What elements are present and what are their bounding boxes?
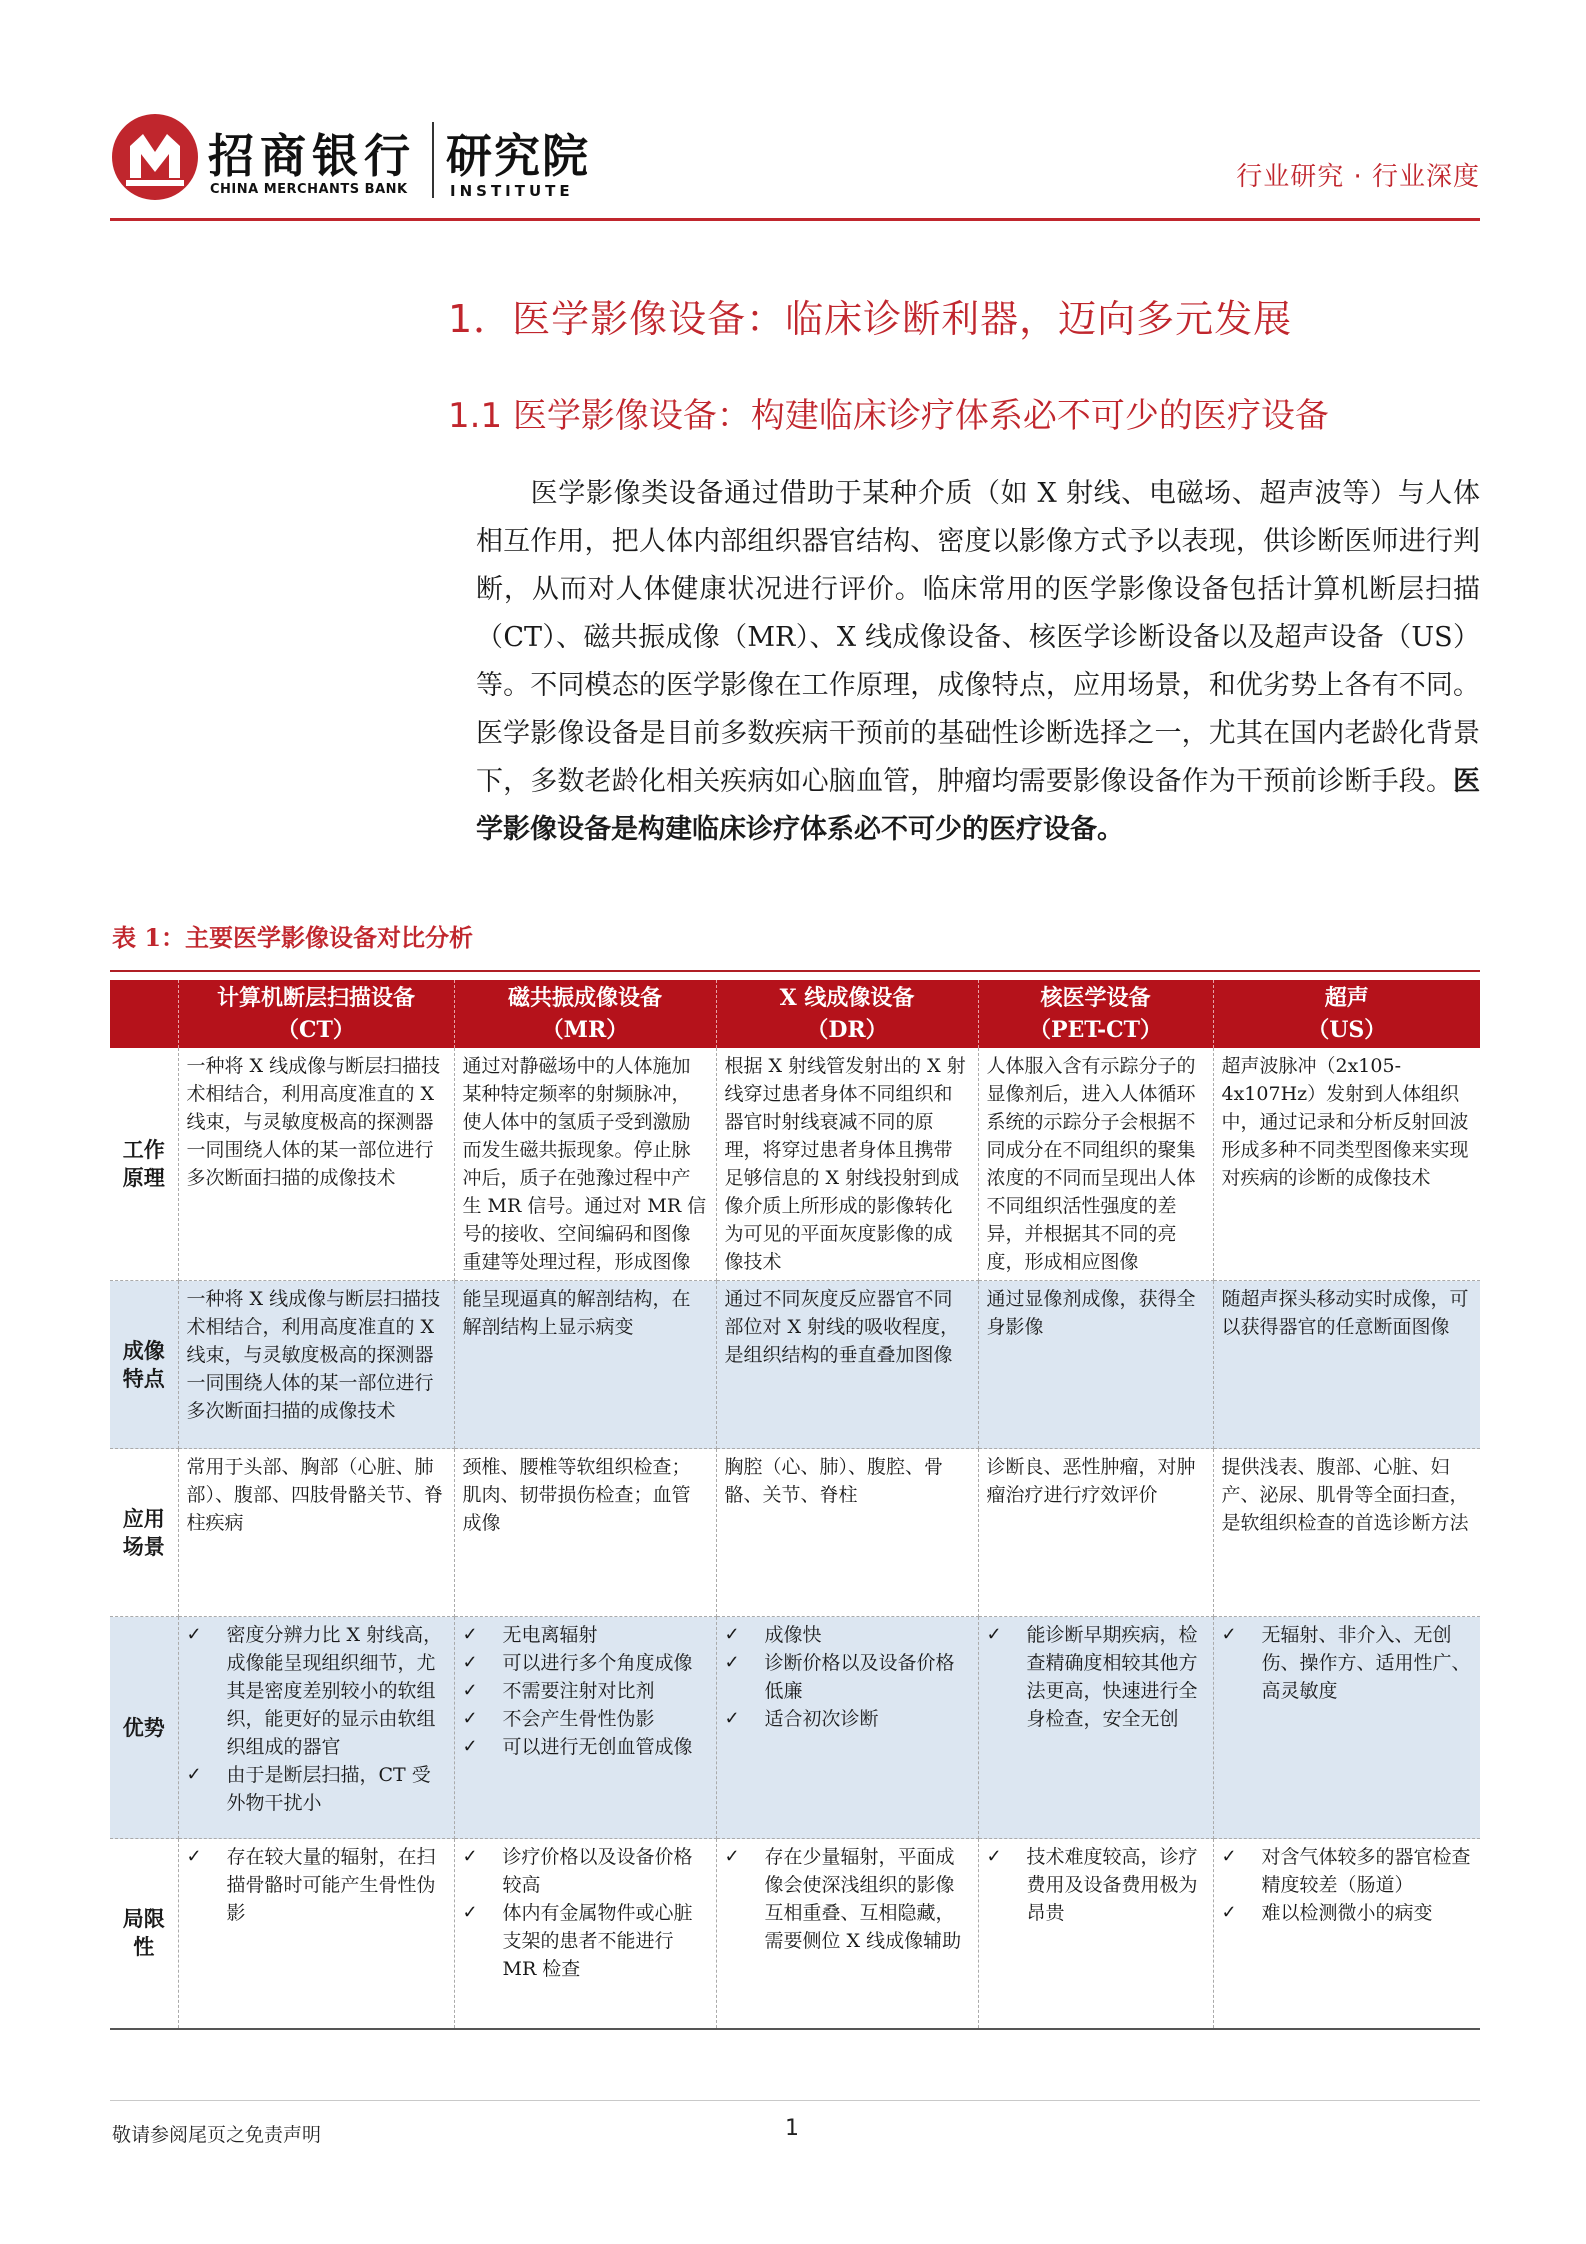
table-cell — [978, 1839, 1213, 2029]
list-item: ✓ 不会产生骨性伪影 — [463, 1705, 708, 1733]
table-row-scenarios — [110, 1449, 1480, 1617]
table-row-features — [110, 1281, 1480, 1449]
table-cell: 随超声探头移动实时成像，可以获得器官的任意断面图像 — [1213, 1281, 1480, 1449]
page-number: 1 — [785, 2116, 799, 2141]
table-cell — [178, 1839, 454, 2029]
brand-name-cn: 招商银行 — [208, 129, 416, 183]
table-cell — [716, 1617, 978, 1839]
col-header-pet-ct: 核医学设备 （PET-CT） — [978, 980, 1213, 1048]
table-row-principle — [110, 1048, 1480, 1281]
table-cell: 超声波脉冲（2x105-4x107Hz）发射到人体组织中，通过记录和分析反射回波形成多种不同类型图像来实现对疾病的诊断的成像技术 — [1213, 1048, 1480, 1281]
table-cell — [1213, 1617, 1480, 1839]
row-label: 工作原理 — [110, 1048, 178, 1281]
col-header-dr: X 线成像设备 （DR） — [716, 980, 978, 1048]
table-cell: 诊断良、恶性肿瘤，对肿瘤治疗进行疗效评价 — [978, 1449, 1213, 1617]
list-item: ✓ 诊断价格以及设备价格低廉 — [725, 1649, 970, 1705]
list-item: ✓ 成像快 — [725, 1621, 970, 1649]
list-item: ✓ 适合初次诊断 — [725, 1705, 970, 1733]
paragraph-text: 医学影像类设备通过借助于某种介质（如 X 射线、电磁场、超声波等）与人体相互作用，把人体内部组织器官结构、密度以影像方式予以表现，供诊断医师进行判断，从而对人体健康状况进行评价。临床常用的医学影像设备包括计算机断层扫描（CT）、磁共振成像（MR）、X 线成像设备、核医学诊断设备以及超声设备（US）等。不同模态的医学影像在工作原理，成像特点，应用场景，和优劣势上各有不同。医学影像设备是目前多数疾病干预前的基础性诊断选择之一，尤其在国内老龄化背景下，多数老龄化相关疾病如心脑血管，肿瘤均需要影像设备作为干预前诊断手段。 — [476, 478, 1480, 797]
row-label: 成像特点 — [110, 1281, 178, 1449]
list-item: ✓ 密度分辨力比 X 射线高，成像能呈现组织细节，尤其是密度差别较小的软组织，能更好的显示由软组织组成的器官 — [187, 1621, 446, 1761]
table-cell: 人体服入含有示踪分子的显像剂后，进入人体循环系统的示踪分子会根据不同成分在不同组织的聚集浓度的不同而呈现出人体不同组织活性强度的差异，并根据其不同的亮度，形成相应图像 — [978, 1048, 1213, 1281]
comparison-table — [110, 980, 1480, 2030]
table-cell: 能呈现逼真的解剖结构，在解剖结构上显示病变 — [454, 1281, 716, 1449]
institute-name-en: INSTITUTE — [450, 182, 574, 200]
brand-divider — [432, 122, 434, 198]
table-cell — [716, 1839, 978, 2029]
section-heading: 1．医学影像设备：临床诊断利器，迈向多元发展 — [448, 297, 1293, 341]
disclaimer-note: 敬请参阅尾页之免责声明 — [112, 2124, 322, 2146]
list-item: ✓ 由于是断层扫描，CT 受外物干扰小 — [187, 1761, 446, 1817]
list-item: ✓ 对含气体较多的器官检查精度较差（肠道） — [1222, 1843, 1473, 1899]
list-item: ✓ 存在少量辐射，平面成像会使深浅组织的影像互相重叠、互相隐藏，需要侧位 X 线成像辅助 — [725, 1843, 970, 1955]
row-label: 局限性 — [110, 1839, 178, 2029]
table-header-row — [110, 980, 1480, 1048]
table-cell — [454, 1617, 716, 1839]
institute-name-cn: 研究院 — [446, 129, 590, 183]
table-cell — [1213, 1839, 1480, 2029]
table-cell: 颈椎、腰椎等软组织检查；肌肉、韧带损伤检查；血管成像 — [454, 1449, 716, 1617]
list-item: ✓ 存在较大量的辐射，在扫描骨骼时可能产生骨性伪影 — [187, 1843, 446, 1927]
report-type-label: 行业研究 · 行业深度 — [1236, 162, 1480, 192]
table-cell: 根据 X 射线管发射出的 X 射线穿过患者身体不同组织和器官时射线衰减不同的原理，将穿过患者身体且携带足够信息的 X 射线投射到成像介质上所形成的影像转化为可见的平面灰度影像的成像技术 — [716, 1048, 978, 1281]
list-item: ✓ 无辐射、非介入、无创伤、操作方、适用性广、高灵敏度 — [1222, 1621, 1473, 1705]
list-item: ✓ 能诊断早期疾病，检查精确度相较其他方法更高，快速进行全身检查，安全无创 — [987, 1621, 1205, 1733]
table-cell — [178, 1617, 454, 1839]
paragraph-conclusion: 医学影像设备是构建临床诊疗体系必不可少的医疗设备。 — [476, 766, 1480, 845]
table-cell: 通过对静磁场中的人体施加某种特定频率的射频脉冲，使人体中的氢质子受到激励而发生磁共振现象。停止脉冲后，质子在弛豫过程中产生 MR 信号。通过对 MR 信号的接收、空间编码和图像重建等处理过程，形成图像 — [454, 1048, 716, 1281]
table-cell: 一种将 X 线成像与断层扫描技术相结合，利用高度准直的 X 线束，与灵敏度极高的探测器一同围绕人体的某一部位进行多次断面扫描的成像技术 — [178, 1281, 454, 1449]
list-item: ✓ 可以进行多个角度成像 — [463, 1649, 708, 1677]
table-top-rule — [110, 970, 1480, 972]
table-cell: 通过不同灰度反应器官不同部位对 X 射线的吸收程度，是组织结构的垂直叠加图像 — [716, 1281, 978, 1449]
table-cell: 一种将 X 线成像与断层扫描技术相结合，利用高度准直的 X 线束，与灵敏度极高的探测器一同围绕人体的某一部位进行多次断面扫描的成像技术 — [178, 1048, 454, 1281]
table-cell: 常用于头部、胸部（心脏、肺部）、腹部、四肢骨骼关节、脊柱疾病 — [178, 1449, 454, 1617]
cmb-logo-icon — [110, 112, 200, 202]
header-divider — [110, 218, 1480, 221]
row-label: 优势 — [110, 1617, 178, 1839]
list-item: ✓ 技术难度较高，诊疗费用及设备费用极为昂贵 — [987, 1843, 1205, 1927]
list-item: ✓ 不需要注射对比剂 — [463, 1677, 708, 1705]
col-header-us: 超声 （US） — [1213, 980, 1480, 1048]
table-cell: 胸腔（心、肺）、腹腔、骨骼、关节、脊柱 — [716, 1449, 978, 1617]
footer-divider — [110, 2100, 1480, 2101]
corner-cell — [110, 980, 178, 1048]
list-item: ✓ 诊疗价格以及设备价格较高 — [463, 1843, 708, 1899]
list-item: ✓ 可以进行无创血管成像 — [463, 1733, 708, 1761]
page-header — [110, 112, 1480, 212]
table-cell — [454, 1839, 716, 2029]
table-cell: 提供浅表、腹部、心脏、妇产、泌尿、肌骨等全面扫查，是软组织检查的首选诊断方法 — [1213, 1449, 1480, 1617]
table-caption: 表 1：主要医学影像设备对比分析 — [112, 923, 474, 952]
row-label: 应用场景 — [110, 1449, 178, 1617]
list-item: ✓ 体内有金属物件或心脏支架的患者不能进行 MR 检查 — [463, 1899, 708, 1983]
list-item: ✓ 难以检测微小的病变 — [1222, 1899, 1473, 1927]
brand-name-en: CHINA MERCHANTS BANK — [210, 182, 408, 197]
table-cell: 通过显像剂成像，获得全身影像 — [978, 1281, 1213, 1449]
col-header-mr: 磁共振成像设备 （MR） — [454, 980, 716, 1048]
col-header-ct: 计算机断层扫描设备 （CT） — [178, 980, 454, 1048]
table-row-advantages — [110, 1617, 1480, 1839]
table-row-limitations — [110, 1839, 1480, 2029]
subsection-heading: 1.1 医学影像设备：构建临床诊疗体系必不可少的医疗设备 — [448, 396, 1329, 436]
table-cell — [978, 1617, 1213, 1839]
body-paragraph — [476, 470, 1480, 854]
list-item: ✓ 无电离辐射 — [463, 1621, 708, 1649]
